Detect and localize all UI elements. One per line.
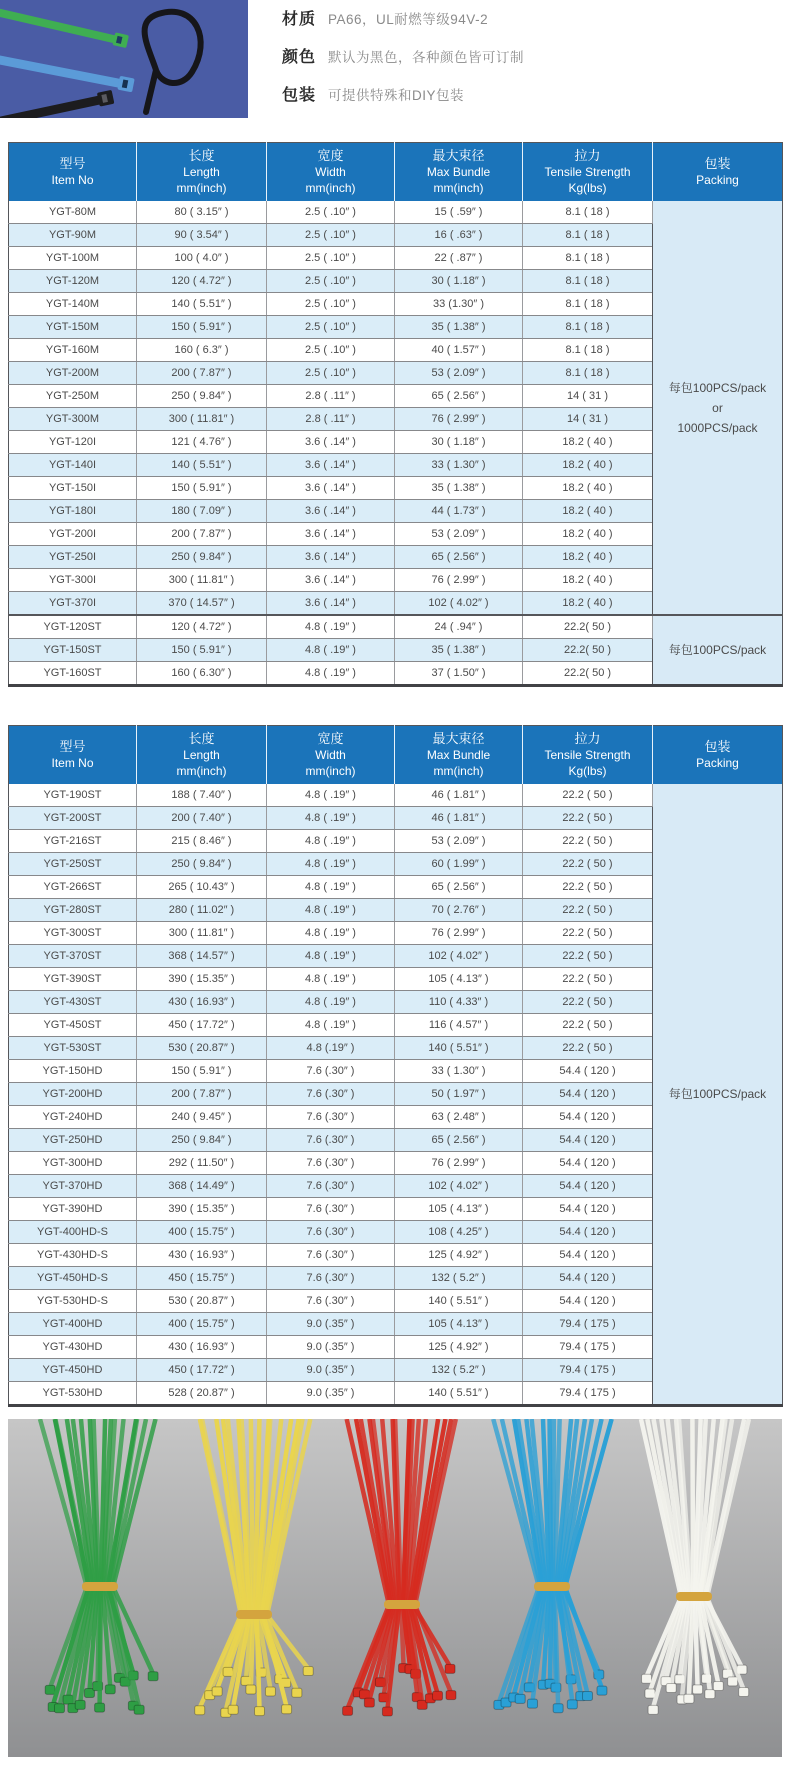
value-cell: 120 ( 4.72″ ) (137, 615, 267, 639)
item-no-cell: YGT-390HD (9, 1198, 137, 1221)
value-cell: 35 ( 1.38″ ) (395, 639, 523, 662)
value-cell: 430 ( 16.93″ ) (137, 1336, 267, 1359)
item-no-cell: YGT-280ST (9, 899, 137, 922)
value-cell: 390 ( 15.35″ ) (137, 968, 267, 991)
value-cell: 2.8 ( .11″ ) (267, 385, 395, 408)
value-cell: 54.4 ( 120 ) (523, 1244, 653, 1267)
value-cell: 2.5 ( .10″ ) (267, 247, 395, 270)
value-cell: 4.8 ( .19″ ) (267, 899, 395, 922)
value-cell: 430 ( 16.93″ ) (137, 991, 267, 1014)
item-no-cell: YGT-370HD (9, 1175, 137, 1198)
item-no-cell: YGT-300I (9, 569, 137, 592)
value-cell: 22.2 ( 50 ) (523, 876, 653, 899)
value-cell: 4.8 ( .19″ ) (267, 991, 395, 1014)
spec-table-1 (8, 142, 783, 687)
item-no-cell: YGT-400HD (9, 1313, 137, 1336)
value-cell: 16 ( .63″ ) (395, 224, 523, 247)
material-label: 材质 (282, 11, 317, 28)
table-row (9, 615, 783, 639)
value-cell: 265 ( 10.43″ ) (137, 876, 267, 899)
value-cell: 65 ( 2.56″ ) (395, 1129, 523, 1152)
value-cell: 54.4 ( 120 ) (523, 1267, 653, 1290)
column-header-tensile-strength: 拉力 Tensile Strength Kg(lbs) (523, 143, 653, 202)
value-cell: 132 ( 5.2″ ) (395, 1267, 523, 1290)
table-row (9, 201, 783, 224)
rubber-band (534, 1582, 570, 1591)
value-cell: 8.1 ( 18 ) (523, 362, 653, 385)
value-cell: 2.5 ( .10″ ) (267, 270, 395, 293)
value-cell: 22.2 ( 50 ) (523, 968, 653, 991)
value-cell: 120 ( 4.72″ ) (137, 270, 267, 293)
column-header-width: 宽度 Width mm(inch) (267, 726, 395, 785)
value-cell: 70 ( 2.76″ ) (395, 899, 523, 922)
value-cell: 450 ( 17.72″ ) (137, 1359, 267, 1382)
spec-table-2 (8, 725, 783, 1407)
value-cell: 400 ( 15.75″ ) (137, 1221, 267, 1244)
value-cell: 7.6 (.30″ ) (267, 1244, 395, 1267)
value-cell: 2.5 ( .10″ ) (267, 224, 395, 247)
value-cell: 22.2 ( 50 ) (523, 1014, 653, 1037)
value-cell: 4.8 ( .19″ ) (267, 945, 395, 968)
value-cell: 22.2 ( 50 ) (523, 922, 653, 945)
item-no-cell: YGT-240HD (9, 1106, 137, 1129)
value-cell: 14 ( 31 ) (523, 385, 653, 408)
packing-cell: 每包100PCS/pack or 1000PCS/pack (653, 201, 783, 615)
spec-table-2-wrap (8, 725, 782, 1407)
value-cell: 4.8 ( .19″ ) (267, 830, 395, 853)
item-no-cell: YGT-120M (9, 270, 137, 293)
item-no-cell: YGT-200HD (9, 1083, 137, 1106)
value-cell: 7.6 (.30″ ) (267, 1152, 395, 1175)
value-cell: 54.4 ( 120 ) (523, 1060, 653, 1083)
item-no-cell: YGT-370I (9, 592, 137, 616)
value-cell: 370 ( 14.57″ ) (137, 592, 267, 616)
item-no-cell: YGT-216ST (9, 830, 137, 853)
spec-row-color (282, 44, 524, 67)
spec-row-packing (282, 82, 524, 105)
cable-bundles-svg (8, 1419, 782, 1757)
value-cell: 4.8 ( .19″ ) (267, 639, 395, 662)
value-cell: 2.5 ( .10″ ) (267, 339, 395, 362)
value-cell: 4.8 ( .19″ ) (267, 876, 395, 899)
value-cell: 430 ( 16.93″ ) (137, 1244, 267, 1267)
value-cell: 33 ( 1.30″ ) (395, 1060, 523, 1083)
value-cell: 9.0 (.35″ ) (267, 1313, 395, 1336)
color-value: 默认为黑色，各种颜色皆可订制 (328, 50, 525, 65)
column-header-length: 长度 Length mm(inch) (137, 726, 267, 785)
value-cell: 18.2 ( 40 ) (523, 431, 653, 454)
value-cell: 80 ( 3.15″ ) (137, 201, 267, 224)
value-cell: 65 ( 2.56″ ) (395, 876, 523, 899)
value-cell: 3.6 ( .14″ ) (267, 500, 395, 523)
value-cell: 150 ( 5.91″ ) (137, 1060, 267, 1083)
value-cell: 4.8 ( .19″ ) (267, 922, 395, 945)
value-cell: 530 ( 20.87″ ) (137, 1037, 267, 1060)
value-cell: 180 ( 7.09″ ) (137, 500, 267, 523)
value-cell: 2.5 ( .10″ ) (267, 293, 395, 316)
value-cell: 90 ( 3.54″ ) (137, 224, 267, 247)
column-header-max-bundle: 最大束径 Max Bundle mm(inch) (395, 143, 523, 202)
value-cell: 7.6 (.30″ ) (267, 1290, 395, 1313)
spec-table-1-wrap (8, 142, 782, 687)
value-cell: 76 ( 2.99″ ) (395, 922, 523, 945)
value-cell: 22.2 ( 50 ) (523, 1037, 653, 1060)
value-cell: 2.8 ( .11″ ) (267, 408, 395, 431)
column-header-tensile-strength: 拉力 Tensile Strength Kg(lbs) (523, 726, 653, 785)
value-cell: 132 ( 5.2″ ) (395, 1359, 523, 1382)
value-cell: 116 ( 4.57″ ) (395, 1014, 523, 1037)
value-cell: 7.6 (.30″ ) (267, 1267, 395, 1290)
value-cell: 292 ( 11.50″ ) (137, 1152, 267, 1175)
column-header-item-no: 型号 Item No (9, 143, 137, 202)
value-cell: 65 ( 2.56″ ) (395, 385, 523, 408)
item-no-cell: YGT-80M (9, 201, 137, 224)
value-cell: 450 ( 15.75″ ) (137, 1267, 267, 1290)
value-cell: 4.8 ( .19″ ) (267, 662, 395, 686)
item-no-cell: YGT-530HD-S (9, 1290, 137, 1313)
value-cell: 300 ( 11.81″ ) (137, 408, 267, 431)
value-cell: 54.4 ( 120 ) (523, 1083, 653, 1106)
item-no-cell: YGT-300M (9, 408, 137, 431)
value-cell: 40 ( 1.57″ ) (395, 339, 523, 362)
value-cell: 100 ( 4.0″ ) (137, 247, 267, 270)
item-no-cell: YGT-370ST (9, 945, 137, 968)
value-cell: 2.5 ( .10″ ) (267, 316, 395, 339)
bundles-photo (8, 1419, 782, 1757)
product-photo (0, 0, 248, 118)
value-cell: 2.5 ( .10″ ) (267, 362, 395, 385)
value-cell: 79.4 ( 175 ) (523, 1359, 653, 1382)
column-header-max-bundle: 最大束径 Max Bundle mm(inch) (395, 726, 523, 785)
value-cell: 18.2 ( 40 ) (523, 500, 653, 523)
value-cell: 110 ( 4.33″ ) (395, 991, 523, 1014)
value-cell: 4.8 ( .19″ ) (267, 784, 395, 807)
value-cell: 22.2 ( 50 ) (523, 991, 653, 1014)
value-cell: 105 ( 4.13″ ) (395, 1198, 523, 1221)
value-cell: 53 ( 2.09″ ) (395, 830, 523, 853)
item-no-cell: YGT-120ST (9, 615, 137, 639)
value-cell: 150 ( 5.91″ ) (137, 477, 267, 500)
item-no-cell: YGT-150I (9, 477, 137, 500)
value-cell: 280 ( 11.02″ ) (137, 899, 267, 922)
header-row (9, 143, 783, 202)
value-cell: 18.2 ( 40 ) (523, 523, 653, 546)
top-section (0, 0, 790, 128)
value-cell: 8.1 ( 18 ) (523, 316, 653, 339)
value-cell: 54.4 ( 120 ) (523, 1106, 653, 1129)
value-cell: 14 ( 31 ) (523, 408, 653, 431)
value-cell: 54.4 ( 120 ) (523, 1175, 653, 1198)
value-cell: 7.6 (.30″ ) (267, 1175, 395, 1198)
packing-label: 包装 (282, 87, 317, 104)
value-cell: 368 ( 14.49″ ) (137, 1175, 267, 1198)
item-no-cell: YGT-150ST (9, 639, 137, 662)
value-cell: 121 ( 4.76″ ) (137, 431, 267, 454)
item-no-cell: YGT-400HD-S (9, 1221, 137, 1244)
item-no-cell: YGT-250M (9, 385, 137, 408)
item-no-cell: YGT-530HD (9, 1382, 137, 1406)
value-cell: 44 ( 1.73″ ) (395, 500, 523, 523)
item-no-cell: YGT-530ST (9, 1037, 137, 1060)
value-cell: 9.0 (.35″ ) (267, 1359, 395, 1382)
value-cell: 450 ( 17.72″ ) (137, 1014, 267, 1037)
value-cell: 18.2 ( 40 ) (523, 592, 653, 616)
item-no-cell: YGT-430ST (9, 991, 137, 1014)
value-cell: 35 ( 1.38″ ) (395, 477, 523, 500)
value-cell: 300 ( 11.81″ ) (137, 922, 267, 945)
value-cell: 79.4 ( 175 ) (523, 1382, 653, 1406)
value-cell: 3.6 ( .14″ ) (267, 523, 395, 546)
value-cell: 3.6 ( .14″ ) (267, 546, 395, 569)
rubber-band (236, 1610, 272, 1619)
value-cell: 8.1 ( 18 ) (523, 224, 653, 247)
value-cell: 4.8 (.19″ ) (267, 1037, 395, 1060)
value-cell: 250 ( 9.84″ ) (137, 546, 267, 569)
value-cell: 22 ( .87″ ) (395, 247, 523, 270)
value-cell: 8.1 ( 18 ) (523, 201, 653, 224)
value-cell: 3.6 ( .14″ ) (267, 431, 395, 454)
item-no-cell: YGT-250ST (9, 853, 137, 876)
value-cell: 63 ( 2.48″ ) (395, 1106, 523, 1129)
value-cell: 7.6 (.30″ ) (267, 1106, 395, 1129)
item-no-cell: YGT-200I (9, 523, 137, 546)
value-cell: 105 ( 4.13″ ) (395, 968, 523, 991)
value-cell: 400 ( 15.75″ ) (137, 1313, 267, 1336)
column-header-length: 长度 Length mm(inch) (137, 143, 267, 202)
value-cell: 4.8 ( .19″ ) (267, 807, 395, 830)
value-cell: 188 ( 7.40″ ) (137, 784, 267, 807)
value-cell: 15 ( .59″ ) (395, 201, 523, 224)
column-header-packing: 包装 Packing (653, 143, 783, 202)
value-cell: 35 ( 1.38″ ) (395, 316, 523, 339)
item-no-cell: YGT-200ST (9, 807, 137, 830)
value-cell: 7.6 (.30″ ) (267, 1060, 395, 1083)
value-cell: 7.6 (.30″ ) (267, 1198, 395, 1221)
value-cell: 3.6 ( .14″ ) (267, 454, 395, 477)
item-no-cell: YGT-300ST (9, 922, 137, 945)
value-cell: 33 ( 1.30″ ) (395, 454, 523, 477)
value-cell: 140 ( 5.51″ ) (395, 1290, 523, 1313)
value-cell: 60 ( 1.99″ ) (395, 853, 523, 876)
value-cell: 46 ( 1.81″ ) (395, 807, 523, 830)
table-row (9, 784, 783, 807)
packing-value: 可提供特殊和DIY包装 (328, 88, 465, 103)
spec-row-material (282, 6, 524, 29)
value-cell: 33 (1.30″ ) (395, 293, 523, 316)
rubber-band (384, 1600, 420, 1609)
value-cell: 8.1 ( 18 ) (523, 270, 653, 293)
item-no-cell: YGT-140M (9, 293, 137, 316)
spec-info-block (248, 0, 524, 120)
value-cell: 105 ( 4.13″ ) (395, 1313, 523, 1336)
value-cell: 3.6 ( .14″ ) (267, 569, 395, 592)
value-cell: 7.6 (.30″ ) (267, 1221, 395, 1244)
value-cell: 50 ( 1.97″ ) (395, 1083, 523, 1106)
value-cell: 3.6 ( .14″ ) (267, 477, 395, 500)
value-cell: 54.4 ( 120 ) (523, 1290, 653, 1313)
value-cell: 37 ( 1.50″ ) (395, 662, 523, 686)
value-cell: 4.8 ( .19″ ) (267, 615, 395, 639)
value-cell: 125 ( 4.92″ ) (395, 1336, 523, 1359)
value-cell: 240 ( 9.45″ ) (137, 1106, 267, 1129)
value-cell: 22.2( 50 ) (523, 662, 653, 686)
value-cell: 30 ( 1.18″ ) (395, 431, 523, 454)
value-cell: 22.2( 50 ) (523, 615, 653, 639)
value-cell: 4.8 ( .19″ ) (267, 1014, 395, 1037)
value-cell: 9.0 (.35″ ) (267, 1336, 395, 1359)
item-no-cell: YGT-450ST (9, 1014, 137, 1037)
cable-tie-photo-graphic (0, 0, 248, 118)
header-row (9, 726, 783, 785)
item-no-cell: YGT-300HD (9, 1152, 137, 1175)
item-no-cell: YGT-430HD (9, 1336, 137, 1359)
item-no-cell: YGT-450HD (9, 1359, 137, 1382)
rubber-band (82, 1582, 118, 1591)
value-cell: 53 ( 2.09″ ) (395, 523, 523, 546)
value-cell: 300 ( 11.81″ ) (137, 569, 267, 592)
value-cell: 3.6 ( .14″ ) (267, 592, 395, 616)
value-cell: 54.4 ( 120 ) (523, 1152, 653, 1175)
value-cell: 22.2( 50 ) (523, 639, 653, 662)
color-label: 颜色 (282, 49, 317, 66)
value-cell: 108 ( 4.25″ ) (395, 1221, 523, 1244)
value-cell: 250 ( 9.84″ ) (137, 1129, 267, 1152)
value-cell: 160 ( 6.3″ ) (137, 339, 267, 362)
value-cell: 140 ( 5.51″ ) (137, 454, 267, 477)
material-value: PA66，UL耐燃等级94V-2 (328, 12, 489, 27)
value-cell: 18.2 ( 40 ) (523, 546, 653, 569)
value-cell: 160 ( 6.30″ ) (137, 662, 267, 686)
value-cell: 18.2 ( 40 ) (523, 477, 653, 500)
value-cell: 9.0 (.35″ ) (267, 1382, 395, 1406)
value-cell: 215 ( 8.46″ ) (137, 830, 267, 853)
value-cell: 24 ( .94″ ) (395, 615, 523, 639)
value-cell: 46 ( 1.81″ ) (395, 784, 523, 807)
value-cell: 200 ( 7.87″ ) (137, 362, 267, 385)
value-cell: 530 ( 20.87″ ) (137, 1290, 267, 1313)
item-no-cell: YGT-450HD-S (9, 1267, 137, 1290)
value-cell: 22.2 ( 50 ) (523, 899, 653, 922)
value-cell: 4.8 ( .19″ ) (267, 853, 395, 876)
item-no-cell: YGT-200M (9, 362, 137, 385)
rubber-band (676, 1592, 712, 1601)
value-cell: 200 ( 7.87″ ) (137, 523, 267, 546)
value-cell: 22.2 ( 50 ) (523, 784, 653, 807)
item-no-cell: YGT-266ST (9, 876, 137, 899)
value-cell: 528 ( 20.87″ ) (137, 1382, 267, 1406)
value-cell: 4.8 ( .19″ ) (267, 968, 395, 991)
value-cell: 76 ( 2.99″ ) (395, 408, 523, 431)
item-no-cell: YGT-160M (9, 339, 137, 362)
value-cell: 8.1 ( 18 ) (523, 339, 653, 362)
value-cell: 125 ( 4.92″ ) (395, 1244, 523, 1267)
value-cell: 30 ( 1.18″ ) (395, 270, 523, 293)
packing-cell: 每包100PCS/pack (653, 615, 783, 686)
item-no-cell: YGT-250HD (9, 1129, 137, 1152)
value-cell: 8.1 ( 18 ) (523, 293, 653, 316)
value-cell: 22.2 ( 50 ) (523, 807, 653, 830)
value-cell: 150 ( 5.91″ ) (137, 639, 267, 662)
value-cell: 18.2 ( 40 ) (523, 454, 653, 477)
column-header-width: 宽度 Width mm(inch) (267, 143, 395, 202)
item-no-cell: YGT-390ST (9, 968, 137, 991)
item-no-cell: YGT-160ST (9, 662, 137, 686)
value-cell: 250 ( 9.84″ ) (137, 385, 267, 408)
value-cell: 53 ( 2.09″ ) (395, 362, 523, 385)
value-cell: 54.4 ( 120 ) (523, 1198, 653, 1221)
item-no-cell: YGT-150M (9, 316, 137, 339)
packing-cell: 每包100PCS/pack (653, 784, 783, 1406)
value-cell: 65 ( 2.56″ ) (395, 546, 523, 569)
item-no-cell: YGT-430HD-S (9, 1244, 137, 1267)
item-no-cell: YGT-90M (9, 224, 137, 247)
item-no-cell: YGT-120I (9, 431, 137, 454)
value-cell: 8.1 ( 18 ) (523, 247, 653, 270)
value-cell: 368 ( 14.57″ ) (137, 945, 267, 968)
value-cell: 54.4 ( 120 ) (523, 1221, 653, 1244)
value-cell: 150 ( 5.91″ ) (137, 316, 267, 339)
value-cell: 250 ( 9.84″ ) (137, 853, 267, 876)
item-no-cell: YGT-190ST (9, 784, 137, 807)
value-cell: 22.2 ( 50 ) (523, 830, 653, 853)
item-no-cell: YGT-250I (9, 546, 137, 569)
value-cell: 22.2 ( 50 ) (523, 853, 653, 876)
value-cell: 390 ( 15.35″ ) (137, 1198, 267, 1221)
value-cell: 140 ( 5.51″ ) (395, 1382, 523, 1406)
value-cell: 140 ( 5.51″ ) (137, 293, 267, 316)
item-no-cell: YGT-150HD (9, 1060, 137, 1083)
value-cell: 102 ( 4.02″ ) (395, 945, 523, 968)
column-header-item-no: 型号 Item No (9, 726, 137, 785)
value-cell: 140 ( 5.51″ ) (395, 1037, 523, 1060)
value-cell: 18.2 ( 40 ) (523, 569, 653, 592)
value-cell: 79.4 ( 175 ) (523, 1336, 653, 1359)
value-cell: 7.6 (.30″ ) (267, 1129, 395, 1152)
value-cell: 200 ( 7.40″ ) (137, 807, 267, 830)
value-cell: 76 ( 2.99″ ) (395, 1152, 523, 1175)
value-cell: 22.2 ( 50 ) (523, 945, 653, 968)
value-cell: 76 ( 2.99″ ) (395, 569, 523, 592)
value-cell: 79.4 ( 175 ) (523, 1313, 653, 1336)
item-no-cell: YGT-140I (9, 454, 137, 477)
value-cell: 7.6 (.30″ ) (267, 1083, 395, 1106)
value-cell: 102 ( 4.02″ ) (395, 592, 523, 616)
value-cell: 200 ( 7.87″ ) (137, 1083, 267, 1106)
value-cell: 2.5 ( .10″ ) (267, 201, 395, 224)
column-header-packing: 包装 Packing (653, 726, 783, 785)
item-no-cell: YGT-100M (9, 247, 137, 270)
item-no-cell: YGT-180I (9, 500, 137, 523)
value-cell: 54.4 ( 120 ) (523, 1129, 653, 1152)
value-cell: 102 ( 4.02″ ) (395, 1175, 523, 1198)
